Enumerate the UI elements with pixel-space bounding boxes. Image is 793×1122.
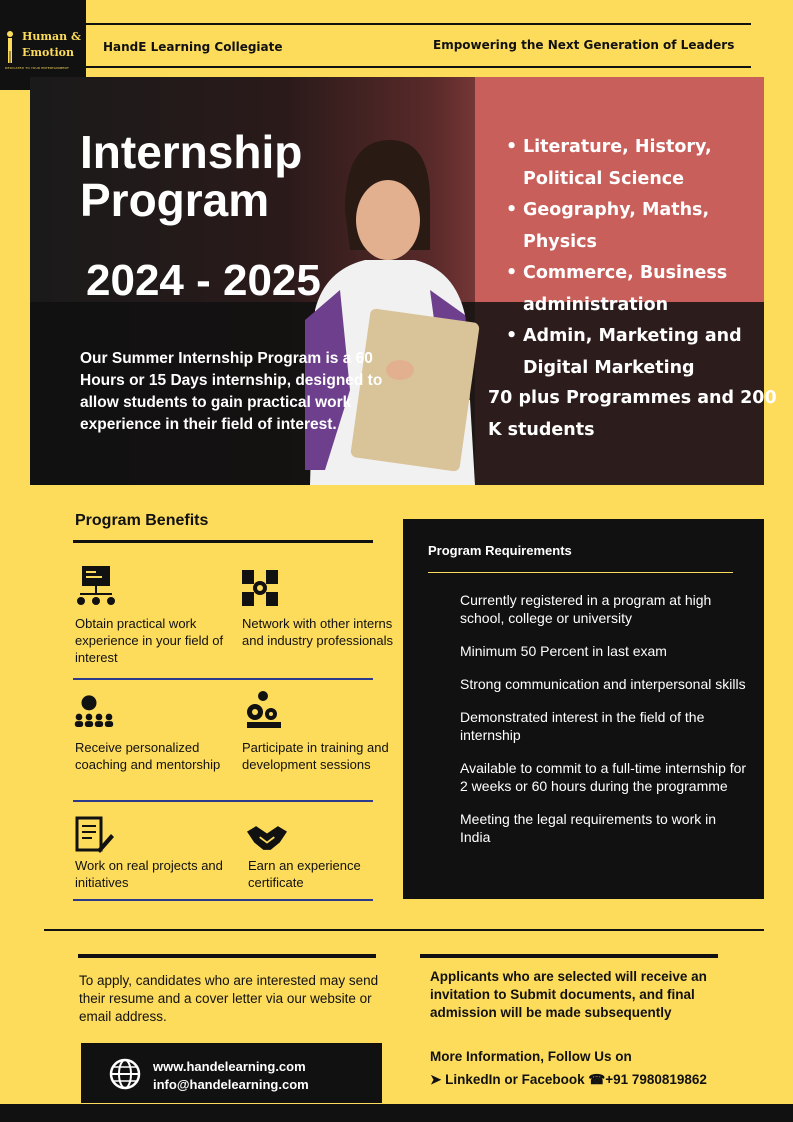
- program-year: 2024 - 2025: [86, 256, 321, 305]
- requirements-list: [460, 591, 750, 861]
- person-figure-icon: [5, 30, 15, 64]
- globe-icon: [109, 1058, 141, 1090]
- training-gears-icon: [243, 690, 283, 730]
- handshake-icon: [247, 818, 287, 858]
- benefit-text: Work on real projects and initiatives: [75, 858, 223, 890]
- requirement-item: Meeting the legal requirements to work in India: [460, 811, 717, 845]
- program-description: Our Summer Internship Program is a 60 Hours or 15 Days internship, designed to allow students to gain practical work experience in their field of interest.: [80, 350, 383, 433]
- mentor-group-icon: [74, 692, 114, 732]
- footer-right-rule: [420, 954, 718, 958]
- programme-stats: 70 plus Programmes and 200 K students: [488, 388, 777, 440]
- footer-left-rule: [78, 954, 376, 958]
- subject-list: [506, 132, 766, 384]
- benefit-text: Network with other interns and industry professionals: [242, 616, 394, 648]
- requirement-item: Demonstrated interest in the field of the internship: [460, 709, 705, 743]
- subject-item: • Admin, Marketing and Digital Marketing: [506, 321, 766, 384]
- logo-tagline: DEDICATED TO YOUR ENTERTAINMENT: [5, 66, 69, 70]
- requirements-rule: [428, 572, 733, 573]
- benefit-divider: [73, 678, 373, 680]
- social-links[interactable]: LinkedIn or Facebook: [445, 1072, 585, 1087]
- logo-text-line2: Emotion: [22, 46, 74, 59]
- org-chart-icon: [76, 566, 116, 606]
- hero-title: [80, 128, 302, 224]
- subject-item: • Commerce, Business administration: [506, 258, 766, 321]
- section-separator: [44, 929, 764, 931]
- cursor-icon: ➤: [430, 1072, 442, 1087]
- hero-title-line2: Program: [80, 174, 270, 226]
- social-row: [430, 1072, 707, 1088]
- hero-title-line1: Internship: [80, 126, 303, 178]
- header-top-rule: [86, 23, 751, 25]
- requirement-item: Minimum 50 Percent in last exam: [460, 643, 667, 659]
- requirement-item: Strong communication and interpersonal skills: [460, 676, 746, 692]
- phone-icon: ☎: [588, 1072, 606, 1087]
- benefit-text: Participate in training and development sessions: [242, 740, 389, 772]
- header-bottom-rule: [86, 66, 751, 68]
- benefit-text: Obtain practical work experience in your field of interest: [75, 616, 224, 665]
- benefit-text: Earn an experience certificate: [248, 858, 361, 890]
- requirement-item: Currently registered in a program at high school, college or university: [460, 592, 712, 626]
- subject-item: • Geography, Maths, Physics: [506, 195, 766, 258]
- website-link[interactable]: www.handelearning.com: [153, 1059, 306, 1074]
- benefit-divider: [73, 800, 373, 802]
- more-info-label: More Information, Follow Us on: [430, 1049, 632, 1064]
- benefits-title-rule: [73, 540, 373, 543]
- requirements-panel: [403, 519, 764, 899]
- checklist-pen-icon: [75, 816, 115, 856]
- institution-name: HandE Learning Collegiate: [103, 40, 283, 54]
- requirements-title: Program Requirements: [428, 543, 572, 558]
- benefit-text: Receive personalized coaching and mentorship: [75, 740, 221, 772]
- email-link[interactable]: info@handelearning.com: [153, 1077, 309, 1092]
- bottom-bar: [0, 1104, 793, 1122]
- subject-item: • Literature, History, Political Science: [506, 132, 766, 195]
- benefits-title: Program Benefits: [75, 512, 209, 529]
- benefit-divider: [73, 899, 373, 901]
- contact-box: [81, 1043, 382, 1103]
- header-slogan: Empowering the Next Generation of Leaders: [433, 38, 735, 52]
- apply-instructions: To apply, candidates who are interested may send their resume and a cover letter via our website or email address.: [79, 973, 379, 1024]
- network-hands-icon: [240, 568, 280, 608]
- phone-number[interactable]: +91 7980819862: [605, 1072, 707, 1087]
- logo-text-line1: Human &: [22, 30, 81, 43]
- requirement-item: Available to commit to a full-time internship for 2 weeks or 60 hours during the programme: [460, 760, 747, 794]
- selection-note: Applicants who are selected will receive an invitation to Submit documents, and final admission will be made subsequently: [430, 969, 707, 1020]
